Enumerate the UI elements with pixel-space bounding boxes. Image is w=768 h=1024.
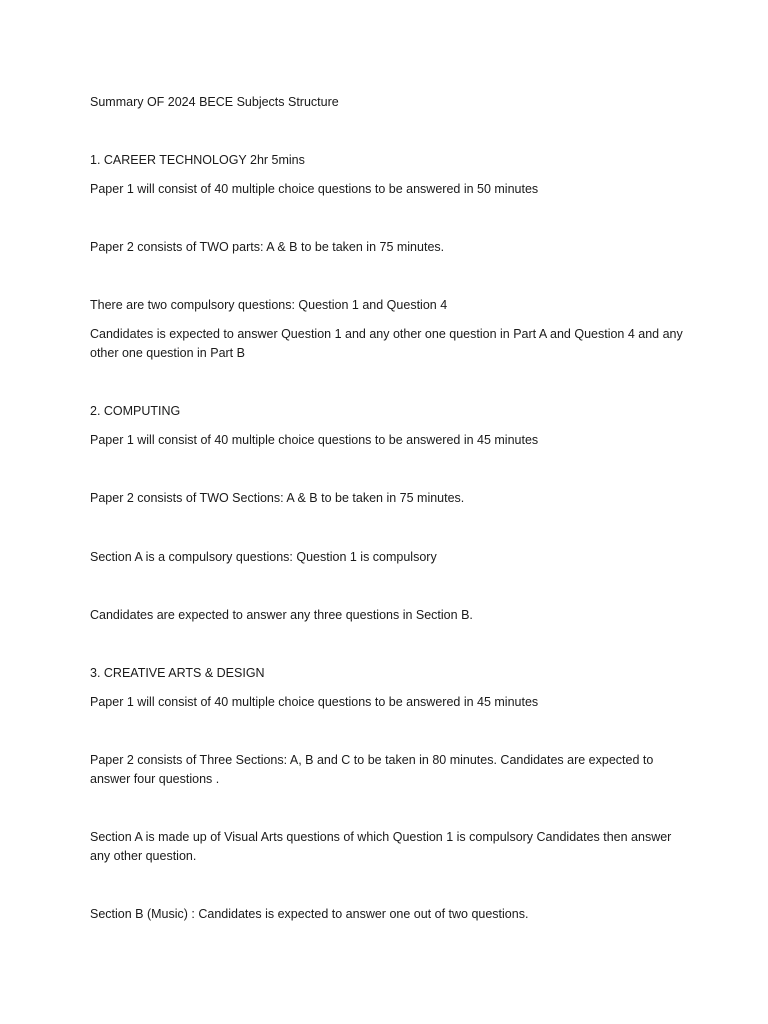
paragraph: Section A is a compulsory questions: Question 1 is compulsory [90,550,437,564]
paragraph: Section B (Music) : Candidates is expected to answer one out of two questions. [90,907,529,921]
paragraph: There are two compulsory questions: Question 1 and Question 4 [90,298,448,312]
paragraph: Paper 2 consists of TWO Sections: A & B to be taken in 75 minutes. [90,491,465,505]
paragraph: Paper 1 will consist of 40 multiple choice questions to be answered in 45 minutes [90,433,539,447]
paragraph: Candidates is expected to answer Question 1 and any other one question in Part A and Question 4 and any other one question in Part B [90,327,683,360]
paragraph: Paper 2 consists of Three Sections: A, B and C to be taken in 80 minutes. Candidates are expected to answer four questions . [90,753,654,786]
paragraph: Paper 1 will consist of 40 multiple choice questions to be answered in 45 minutes [90,695,539,709]
paragraph: Paper 1 will consist of 40 multiple choice questions to be answered in 50 minutes [90,182,539,196]
section-heading-career-technology: 1. CAREER TECHNOLOGY 2hr 5mins [90,153,305,167]
document-title: Summary OF 2024 BECE Subjects Structure [90,95,339,109]
section-heading-computing: 2. COMPUTING [90,404,181,418]
section-heading-creative-arts-design: 3. CREATIVE ARTS & DESIGN [90,666,265,680]
paragraph: Paper 2 consists of TWO parts: A & B to be taken in 75 minutes. [90,240,445,254]
paragraph: Section A is made up of Visual Arts questions of which Question 1 is compulsory Candidates then answer any other question. [90,830,672,863]
paragraph: Candidates are expected to answer any three questions in Section B. [90,608,473,622]
